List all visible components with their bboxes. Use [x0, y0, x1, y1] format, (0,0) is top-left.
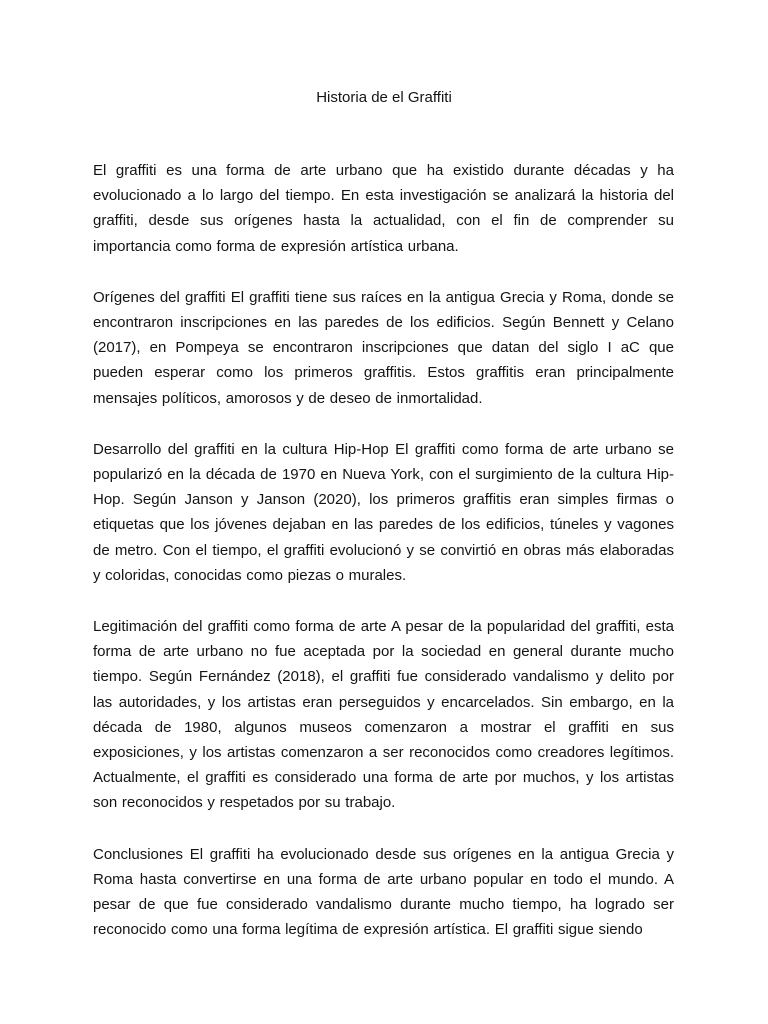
paragraph-conclusions: Conclusiones El graffiti ha evolucionado desde sus orígenes en la antigua Grecia y Roma hasta convertirse en una forma de arte urbano popular en todo el mundo. A pesar de que fue considerado vandalismo durante mucho tiempo, ha logrado ser reconocido como una forma legítima de expresión artística. El graffiti sigue siendo [93, 845, 674, 939]
paragraph-introduction: El graffiti es una forma de arte urbano que ha existido durante décadas y ha evolucionado a lo largo del tiempo. En esta investigación se analizará la historia del graffiti, desde sus orígenes hasta la actualidad, con el fin de comprender su importancia como forma de expresión artística urbana. [93, 162, 674, 255]
paragraph-origins: Orígenes del graffiti El graffiti tiene sus raíces en la antigua Grecia y Roma, donde se encontraron inscripciones en las paredes de los edificios. Según Bennett y Celano (2017), en Pompeya se encontraron inscripciones que datan del siglo I aC que pueden esperar como los primeros graffitis. Estos graffitis eran principalmente mensajes políticos, amorosos y de deseo de inmortalidad. [93, 288, 674, 407]
document-title: Historia de el Graffiti [316, 89, 452, 106]
paragraph-hip-hop: Desarrollo del graffiti en la cultura Hip-Hop El graffiti como forma de arte urbano se popularizó en la década de 1970 en Nueva York, con el surgimiento de la cultura Hip-Hop. Según Janson y Janson (2020), los primeros graffitis eran simples firmas o etiquetas que los jóvenes dejaban en las paredes de los edificios, túneles y vagones de metro. Con el tiempo, el graffiti evolucionó y se convirtió en obras más elaboradas y coloridas, conocidas como piezas o murales. [93, 440, 674, 584]
paragraph-legitimation: Legitimación del graffiti como forma de arte A pesar de la popularidad del graffiti, esta forma de arte urbano no fue aceptada por la sociedad en general durante mucho tiempo. Según Fernández (2018), el graffiti fue considerado vandalismo y delito por las autoridades, y los artistas eran perseguidos y encarcelados. Sin embargo, en la década de 1980, algunos museos comenzaron a mostrar el graffiti en sus exposiciones, y los artistas comenzaron a ser reconocidos como creadores legítimos. Actualmente, el graffiti es considerado una forma de arte por muchos, y los artistas son reconocidos y respetados por su trabajo. [93, 618, 674, 812]
document-body [93, 158, 674, 968]
